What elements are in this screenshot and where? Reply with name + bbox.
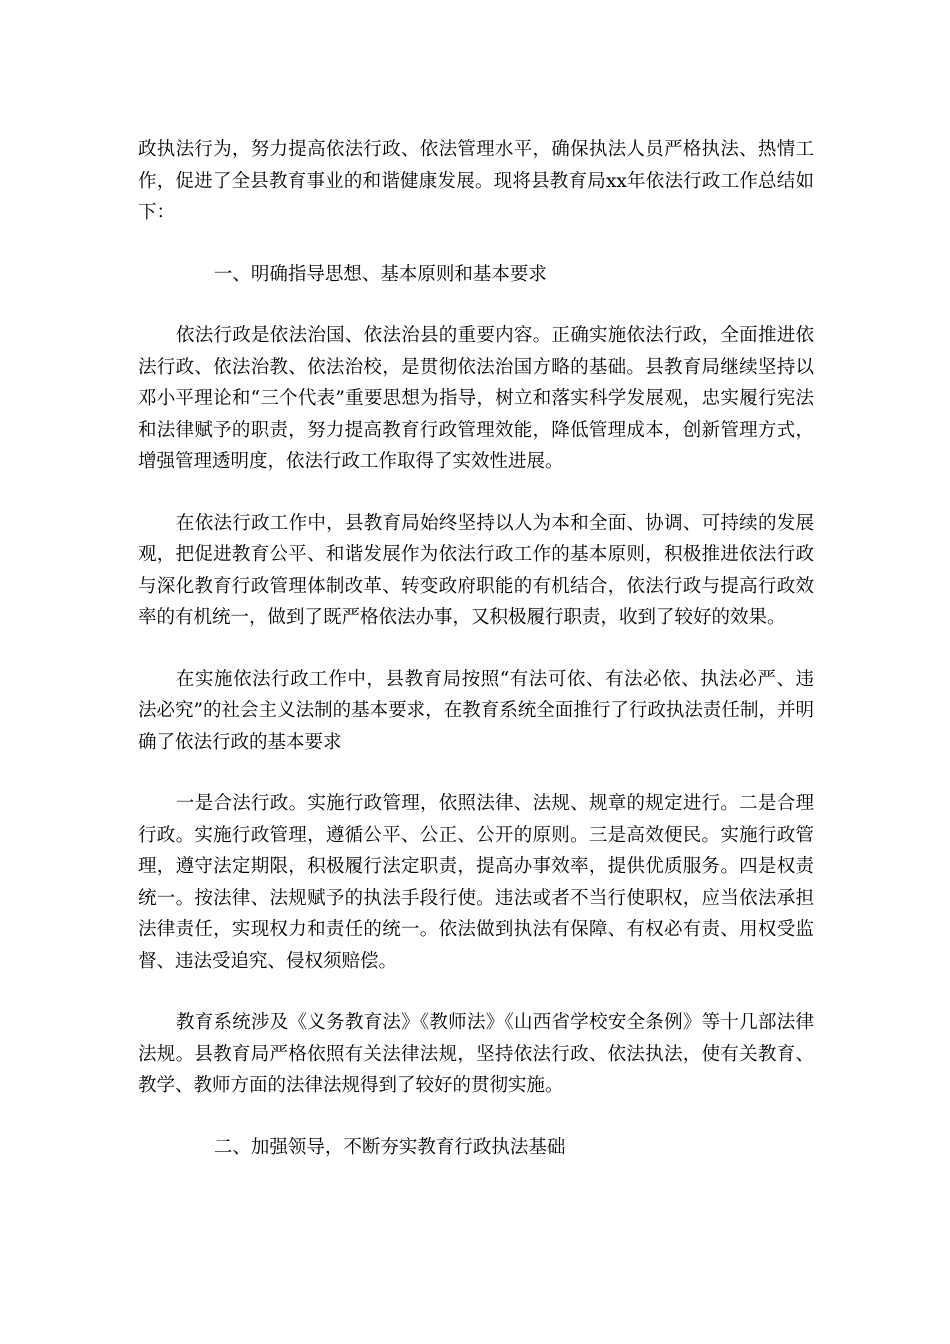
- paragraph-1: 依法行政是依法治国、依法治县的重要内容。正确实施依法行政，全面推进依法行政、依法治教、依法治校，是贯彻依法治国方略的基础。县教育局继续坚持以邓小平理论和“三个代表”重要思想为指导，树立和落实科学发展观，忠实履行宪法和法律赋予的职责，努力提高教育行政管理效能，降低管理成本，创新管理方式，增强管理透明度，依法行政工作取得了实效性进展。: [138, 325, 814, 472]
- document-page: [138, 134, 814, 1193]
- paragraph-5: 教育系统涉及《义务教育法》《教师法》《山西省学校安全条例》等十几部法律法规。县教育局严格依照有关法律法规，坚持依法行政、依法执法，使有关教育、教学、教师方面的法律法规得到了较好的贯彻实施。: [138, 1012, 814, 1096]
- section-heading-2: 二、加强领导，不断夯实教育行政执法基础: [213, 1136, 566, 1158]
- paragraph-2: 在依法行政工作中，县教育局始终坚持以人为本和全面、协调、可持续的发展观，把促进教育公平、和谐发展作为依法行政工作的基本原则，积极推进依法行政与深化教育行政管理体制改革、转变政府职能的有机结合，依法行政与提高行政效率的有机统一，做到了既严格依法办事，又积极履行职责，收到了较好的效果。: [138, 512, 814, 628]
- paragraph-4: 一是合法行政。实施行政管理，依照法律、法规、规章的规定进行。二是合理行政。实施行政管理，遵循公平、公正、公开的原则。三是高效便民。实施行政管理，遵守法定期限，积极履行法定职责，提高办事效率，提供优质服务。四是权责统一。按法律、法规赋予的执法手段行使。违法或者不当行使职权，应当依法承担法律责任，实现权力和责任的统一。依法做到执法有保障、有权必有责、用权受监督、违法受追究、侵权须赔偿。: [138, 793, 814, 972]
- paragraph-3: 在实施依法行政工作中，县教育局按照“有法可依、有法必依、执法必严、违法必究”的社会主义法制的基本要求，在教育系统全面推行了行政执法责任制，并明确了依法行政的基本要求: [138, 668, 814, 753]
- section-heading-1: 一、明确指导思想、基本原则和基本要求: [213, 263, 547, 285]
- paragraph-intro-continuation: 政执法行为，努力提高依法行政、依法管理水平，确保执法人员严格执法、热情工作，促进了全县教育事业的和谐健康发展。现将县教育局xx年依法行政工作总结如下：: [138, 139, 814, 223]
